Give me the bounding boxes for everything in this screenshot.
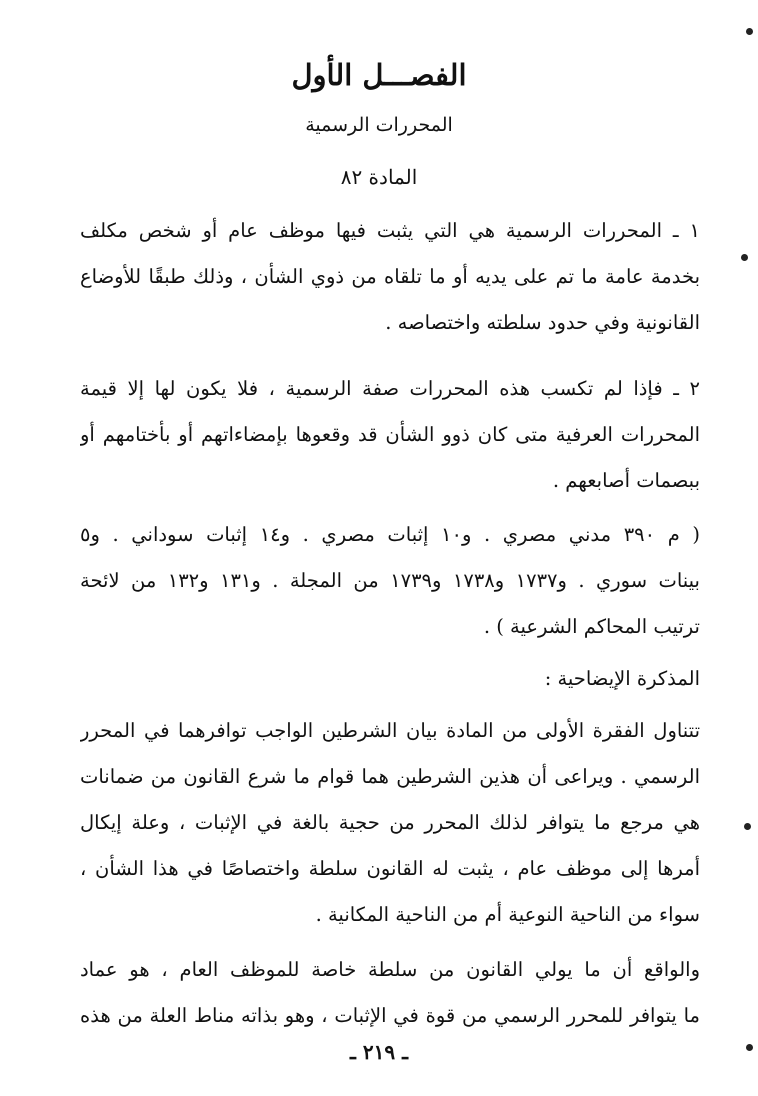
text-line: المحررات العرفية متى كان ذوو الشأن قد وقعوها بإمضاءاتهم أو بأختامهم أو <box>80 423 700 446</box>
text-line: ما يتوافر للمحرر الرسمي من قوة في الإثبات ، وهو بذاته مناط العلة من هذه <box>80 1004 700 1027</box>
text-line: بخدمة عامة ما تم على يديه أو ما تلقاه من ذوي الشأن ، وذلك طبقًا للأوضاع <box>80 265 700 288</box>
binding-hole-mark <box>746 28 753 35</box>
text-line: المذكرة الإيضاحية : <box>544 667 700 690</box>
text-line: ( م ٣٩٠ مدني مصري . و١٠ إثبات مصري . و١٤ إثبات سوداني . و٥ <box>80 523 700 546</box>
text-line: ترتيب المحاكم الشرعية ) . <box>483 615 700 638</box>
text-line: ٢ ـ فإذا لم تكسب هذه المحررات صفة الرسمية ، فلا يكون لها إلا قيمة <box>80 377 700 400</box>
text-line: تتناول الفقرة الأولى من المادة بيان الشرطين الواجب توافرهما في المحرر <box>80 719 700 742</box>
binding-hole-mark <box>744 823 751 830</box>
memo-heading <box>80 656 700 702</box>
text-line: ١ ـ المحررات الرسمية هي التي يثبت فيها موظف عام أو شخص مكلف <box>80 219 700 242</box>
article-title: المادة ٨٢ <box>340 165 418 189</box>
text-line: هي مرجع ما يتوافر لذلك المحرر من حجية بالغة في الإثبات ، وعلة إيكال <box>80 811 700 834</box>
text-line: القانونية وفي حدود سلطته واختصاصه . <box>385 311 700 334</box>
article-paragraph-2 <box>80 366 700 504</box>
article-paragraph-1 <box>80 208 700 346</box>
memo-paragraph-1 <box>80 708 700 938</box>
section-title: المحررات الرسمية <box>305 114 453 136</box>
text-line: سواء من الناحية النوعية أم من الناحية المكانية . <box>315 903 700 926</box>
text-line: أمرها إلى موظف عام ، يثبت له القانون سلطة واختصاصًا في هذا الشأن ، <box>80 857 700 880</box>
binding-hole-mark <box>741 254 748 261</box>
text-line: بينات سوري . و١٧٣٧ و١٧٣٨ و١٧٣٩ من المجلة . و١٣١ و١٣٢ من لائحة <box>80 569 700 592</box>
page-number: ـ ٢١٩ ـ <box>350 1040 408 1064</box>
text-line: ببصمات أصابعهم . <box>552 469 700 492</box>
text-line: الرسمي . ويراعى أن هذين الشرطين هما قوام ما شرع القانون من ضمانات <box>80 765 700 788</box>
binding-hole-mark <box>746 1044 753 1051</box>
chapter-title: الفصـــل الأول <box>291 58 467 92</box>
memo-paragraph-2 <box>80 947 700 1039</box>
text-line: والواقع أن ما يولي القانون من سلطة خاصة للموظف العام ، هو عماد <box>80 958 700 981</box>
references-paragraph <box>80 512 700 650</box>
